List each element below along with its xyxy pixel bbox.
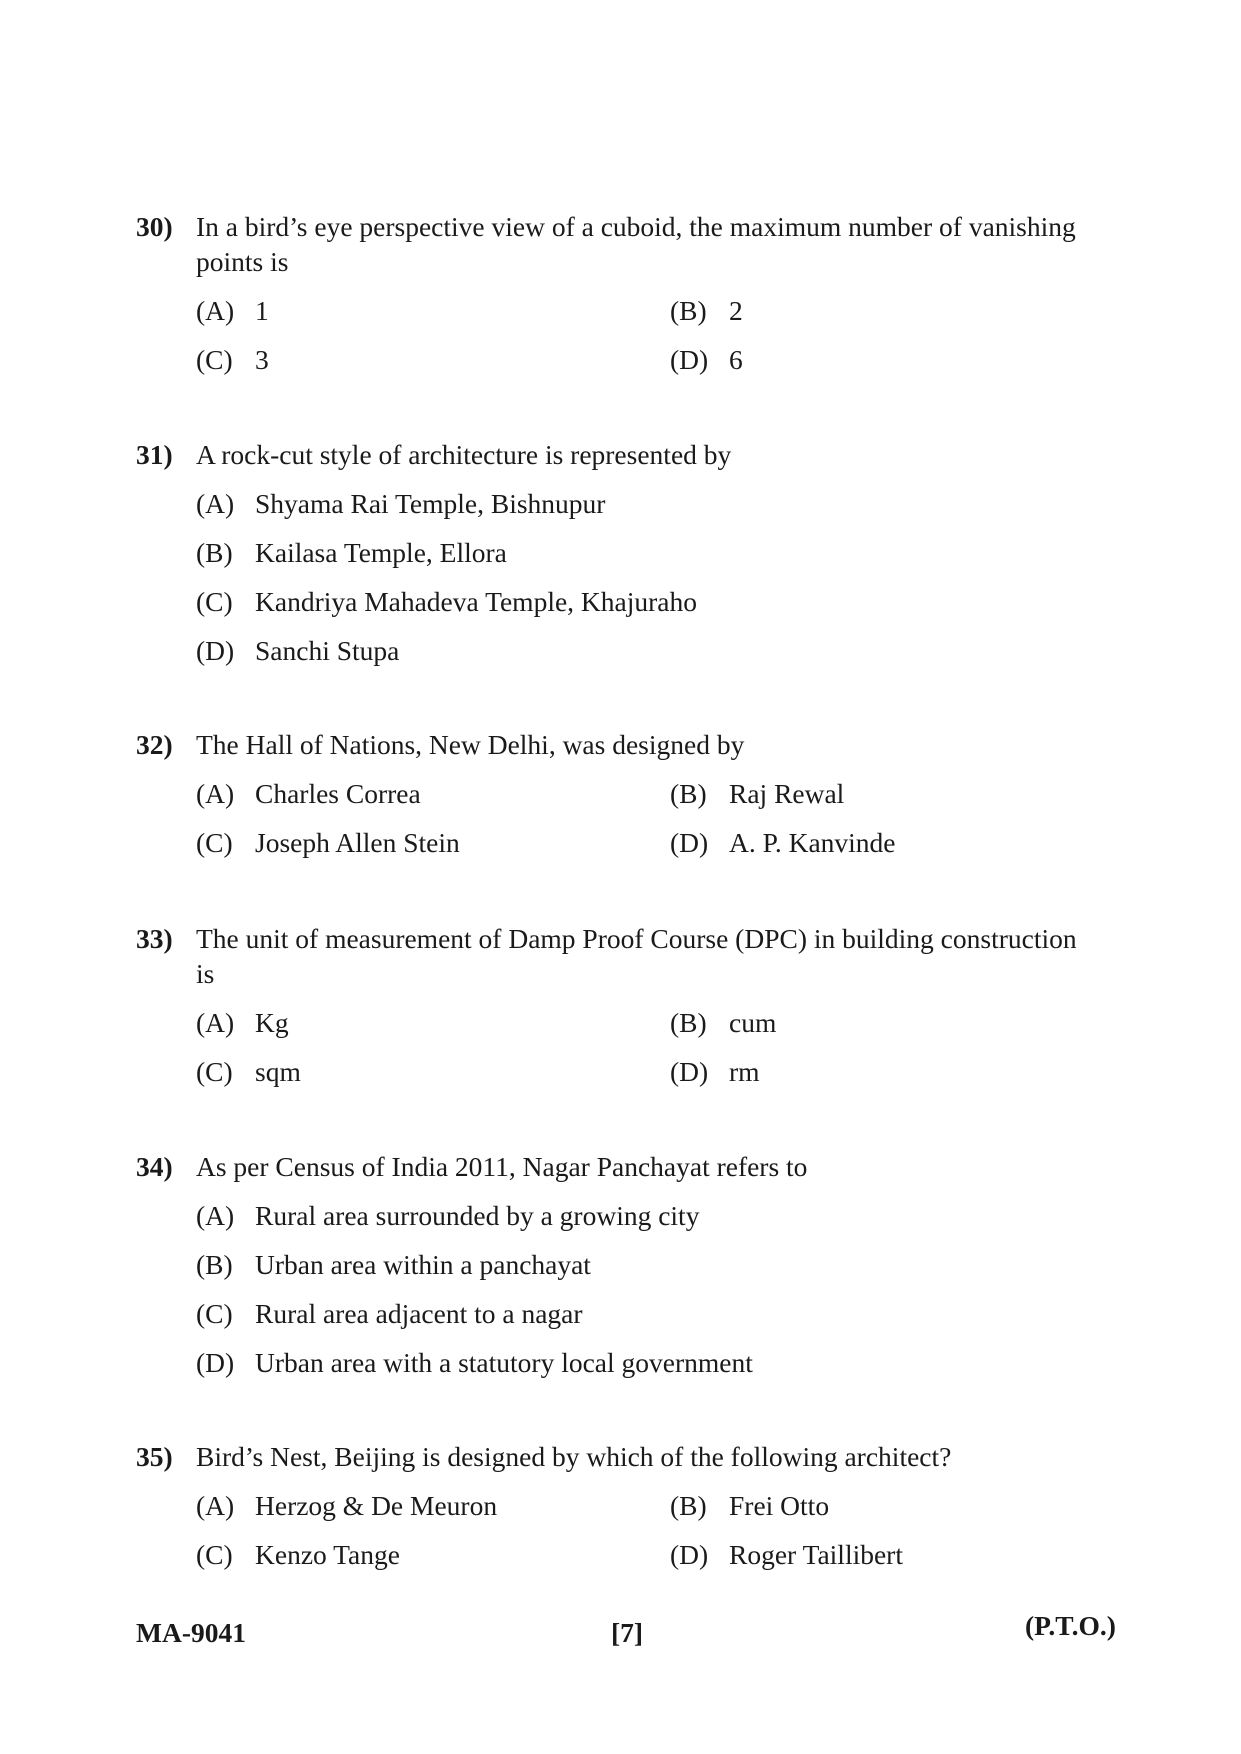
page-number: [7] (611, 1617, 644, 1648)
option-text: Kandriya Mahadeva Temple, Khajuraho (255, 586, 697, 617)
option-label: (A) (196, 295, 235, 326)
option-label: (D) (670, 827, 709, 858)
option-a (196, 486, 1096, 521)
option-c (196, 1054, 670, 1089)
option-text: Kenzo Tange (255, 1539, 400, 1570)
option-c (196, 1537, 670, 1572)
question-number: 31) (136, 439, 173, 470)
question-text: The Hall of Nations, New Delhi, was designed by (196, 729, 745, 760)
option-label: (C) (196, 827, 233, 858)
question-number: 34) (136, 1151, 173, 1182)
option-label: (D) (196, 635, 235, 666)
option-text: 2 (729, 295, 743, 326)
option-label: (A) (196, 1200, 235, 1231)
question-number: 32) (136, 729, 173, 760)
question-text: In a bird’s eye perspective view of a cuboid, the maximum number of vanishing points is (196, 211, 1076, 277)
options (196, 1198, 1096, 1380)
question-34 (136, 1149, 1096, 1380)
options (196, 486, 1096, 668)
option-label: (C) (196, 344, 233, 375)
option-text: 1 (255, 295, 269, 326)
question-number: 30) (136, 211, 173, 242)
option-text: Kg (255, 1007, 289, 1038)
options (196, 293, 1096, 377)
option-c (196, 584, 1096, 619)
option-label: (D) (196, 1347, 235, 1378)
options (196, 776, 1096, 860)
option-text: 3 (255, 344, 269, 375)
paper-code: MA-9041 (136, 1617, 246, 1648)
option-label: (B) (670, 295, 707, 326)
option-text: Charles Correa (255, 778, 421, 809)
please-turn-over: (P.T.O.) (1025, 1610, 1116, 1641)
question-31 (136, 437, 1096, 668)
option-label: (B) (670, 1007, 707, 1038)
option-text: Shyama Rai Temple, Bishnupur (255, 488, 606, 519)
option-text: rm (729, 1056, 760, 1087)
option-label: (C) (196, 1056, 233, 1087)
option-text: Urban area within a panchayat (255, 1249, 591, 1280)
option-text: Sanchi Stupa (255, 635, 400, 666)
option-c (196, 342, 670, 377)
question-text: As per Census of India 2011, Nagar Panchayat refers to (196, 1151, 808, 1182)
option-label: (A) (196, 1007, 235, 1038)
option-text: A. P. Kanvinde (729, 827, 896, 858)
option-label: (C) (196, 586, 233, 617)
option-label: (B) (196, 537, 233, 568)
option-b (670, 1488, 1070, 1523)
option-label: (D) (670, 344, 709, 375)
option-text: cum (729, 1007, 777, 1038)
option-label: (D) (670, 1539, 709, 1570)
option-label: (C) (196, 1539, 233, 1570)
question-35 (136, 1439, 1096, 1572)
option-label: (C) (196, 1298, 233, 1329)
option-a (196, 1488, 670, 1523)
option-d (670, 1054, 1070, 1089)
question-number: 35) (136, 1441, 173, 1472)
option-text: sqm (255, 1056, 301, 1087)
option-d (196, 1345, 1096, 1380)
option-b (670, 293, 1070, 328)
option-label: (D) (670, 1056, 709, 1087)
question-number: 33) (136, 923, 173, 954)
option-text: Herzog & De Meuron (255, 1490, 498, 1521)
option-label: (A) (196, 488, 235, 519)
option-text: Rural area adjacent to a nagar (255, 1298, 583, 1329)
option-c (196, 1296, 1096, 1331)
option-text: Frei Otto (729, 1490, 830, 1521)
option-c (196, 825, 670, 860)
question-text: The unit of measurement of Damp Proof Course (DPC) in building construction is (196, 923, 1077, 989)
option-b (196, 535, 1096, 570)
question-33 (136, 921, 1096, 1089)
option-a (196, 776, 670, 811)
question-text: Bird’s Nest, Beijing is designed by which of the following architect? (196, 1441, 952, 1472)
option-text: Urban area with a statutory local government (255, 1347, 753, 1378)
option-label: (A) (196, 778, 235, 809)
option-text: Raj Rewal (729, 778, 845, 809)
options (196, 1488, 1096, 1572)
option-text: Kailasa Temple, Ellora (255, 537, 507, 568)
option-label: (A) (196, 1490, 235, 1521)
question-30 (136, 209, 1096, 377)
option-text: Joseph Allen Stein (255, 827, 460, 858)
option-b (670, 1005, 1070, 1040)
question-text: A rock-cut style of architecture is represented by (196, 439, 732, 470)
option-b (670, 776, 1070, 811)
option-d (670, 342, 1070, 377)
option-a (196, 293, 670, 328)
option-text: Roger Taillibert (729, 1539, 903, 1570)
option-b (196, 1247, 1096, 1282)
option-a (196, 1005, 670, 1040)
option-label: (B) (670, 1490, 707, 1521)
question-32 (136, 727, 1096, 860)
option-label: (B) (670, 778, 707, 809)
option-text: Rural area surrounded by a growing city (255, 1200, 700, 1231)
option-label: (B) (196, 1249, 233, 1280)
option-d (670, 1537, 1070, 1572)
option-d (670, 825, 1070, 860)
option-text: 6 (729, 344, 743, 375)
options (196, 1005, 1096, 1089)
option-a (196, 1198, 1096, 1233)
option-d (196, 633, 1096, 668)
